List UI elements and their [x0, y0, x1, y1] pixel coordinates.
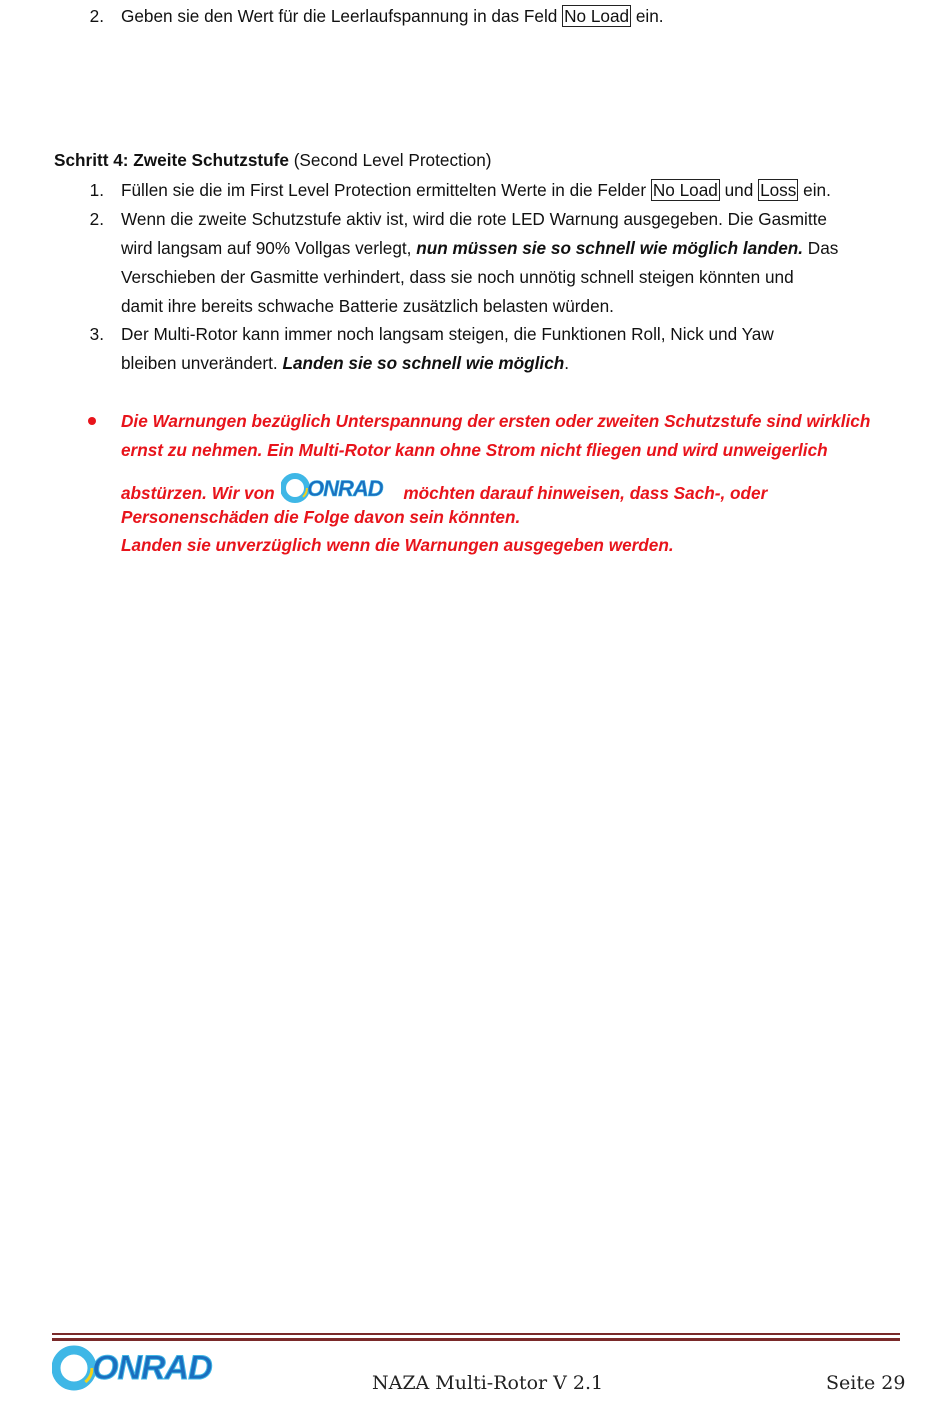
list-item-text: bleiben unverändert.	[121, 353, 283, 373]
list-item-text: Geben sie den Wert für die Leerlaufspannung in das Feld	[121, 6, 563, 26]
warning-text: abstürzen. Wir von	[121, 483, 280, 504]
loss-field-label: Loss	[760, 180, 797, 200]
list-item-line: damit ihre bereits schwache Batterie zusätzlich belasten würden.	[121, 296, 614, 316]
warning-line: Landen sie unverzüglich wenn die Warnungen ausgegeben werden.	[121, 535, 674, 555]
warning-line: Die Warnungen bezüglich Unterspannung der ersten oder zweiten Schutzstufe sind wirklich	[121, 411, 871, 431]
footer-rule	[52, 1338, 900, 1341]
list-item-text: und	[719, 180, 759, 200]
footer-rule	[52, 1333, 900, 1335]
list-item-text: ein.	[798, 180, 831, 200]
conrad-logo-icon	[281, 473, 401, 508]
list-item	[121, 179, 831, 201]
list-item-line	[121, 352, 569, 374]
list-item-line	[121, 237, 838, 259]
list-item-text: Füllen sie die im First Level Protection ermittelten Werte in die Felder	[121, 180, 651, 200]
list-item-text: .	[564, 353, 570, 373]
no-load-field-label: No Load	[564, 6, 630, 26]
footer-document-title: NAZA Multi-Rotor V 2.1	[372, 1372, 604, 1394]
list-item	[121, 5, 664, 27]
section-heading-bold: Schritt 4: Zweite Schutzstufe	[54, 150, 289, 170]
svg-text:ONRAD: ONRAD	[307, 476, 384, 501]
warning-line: Personenschäden die Folge davon sein könnten.	[121, 507, 521, 527]
emphasis-text: nun müssen sie so schnell wie möglich landen.	[416, 238, 804, 258]
list-item-line: Der Multi-Rotor kann immer noch langsam steigen, die Funktionen Roll, Nick und Yaw	[121, 324, 774, 344]
section-heading	[54, 149, 491, 171]
list-item-line: Verschieben der Gasmitte verhindert, dass sie noch unnötig schnell steigen könnten und	[121, 267, 794, 287]
list-number: 2.	[89, 6, 104, 26]
warning-bullet-icon	[88, 417, 96, 425]
section-heading-rest: (Second Level Protection)	[288, 150, 492, 170]
svg-text:ONRAD: ONRAD	[92, 1349, 212, 1387]
list-number: 1.	[89, 180, 104, 200]
footer-page-number: Seite 29	[826, 1372, 906, 1394]
list-number: 3.	[89, 324, 104, 344]
warning-text: möchten darauf hinweisen, dass Sach-, oder	[403, 483, 768, 504]
emphasis-text: Landen sie so schnell wie möglich	[282, 353, 565, 373]
list-item-text: Das	[803, 238, 839, 258]
list-item-text: wird langsam auf 90% Vollgas verlegt,	[121, 238, 417, 258]
warning-line: ernst zu nehmen. Ein Multi-Rotor kann ohne Strom nicht fliegen und wird unweigerlich	[121, 440, 828, 460]
list-number: 2.	[89, 209, 104, 229]
no-load-field-label: No Load	[652, 180, 718, 200]
conrad-logo-icon	[52, 1343, 242, 1398]
list-item-line: Wenn die zweite Schutzstufe aktiv ist, wird die rote LED Warnung ausgegeben. Die Gasmitte	[121, 209, 827, 229]
list-item-text: ein.	[631, 6, 664, 26]
